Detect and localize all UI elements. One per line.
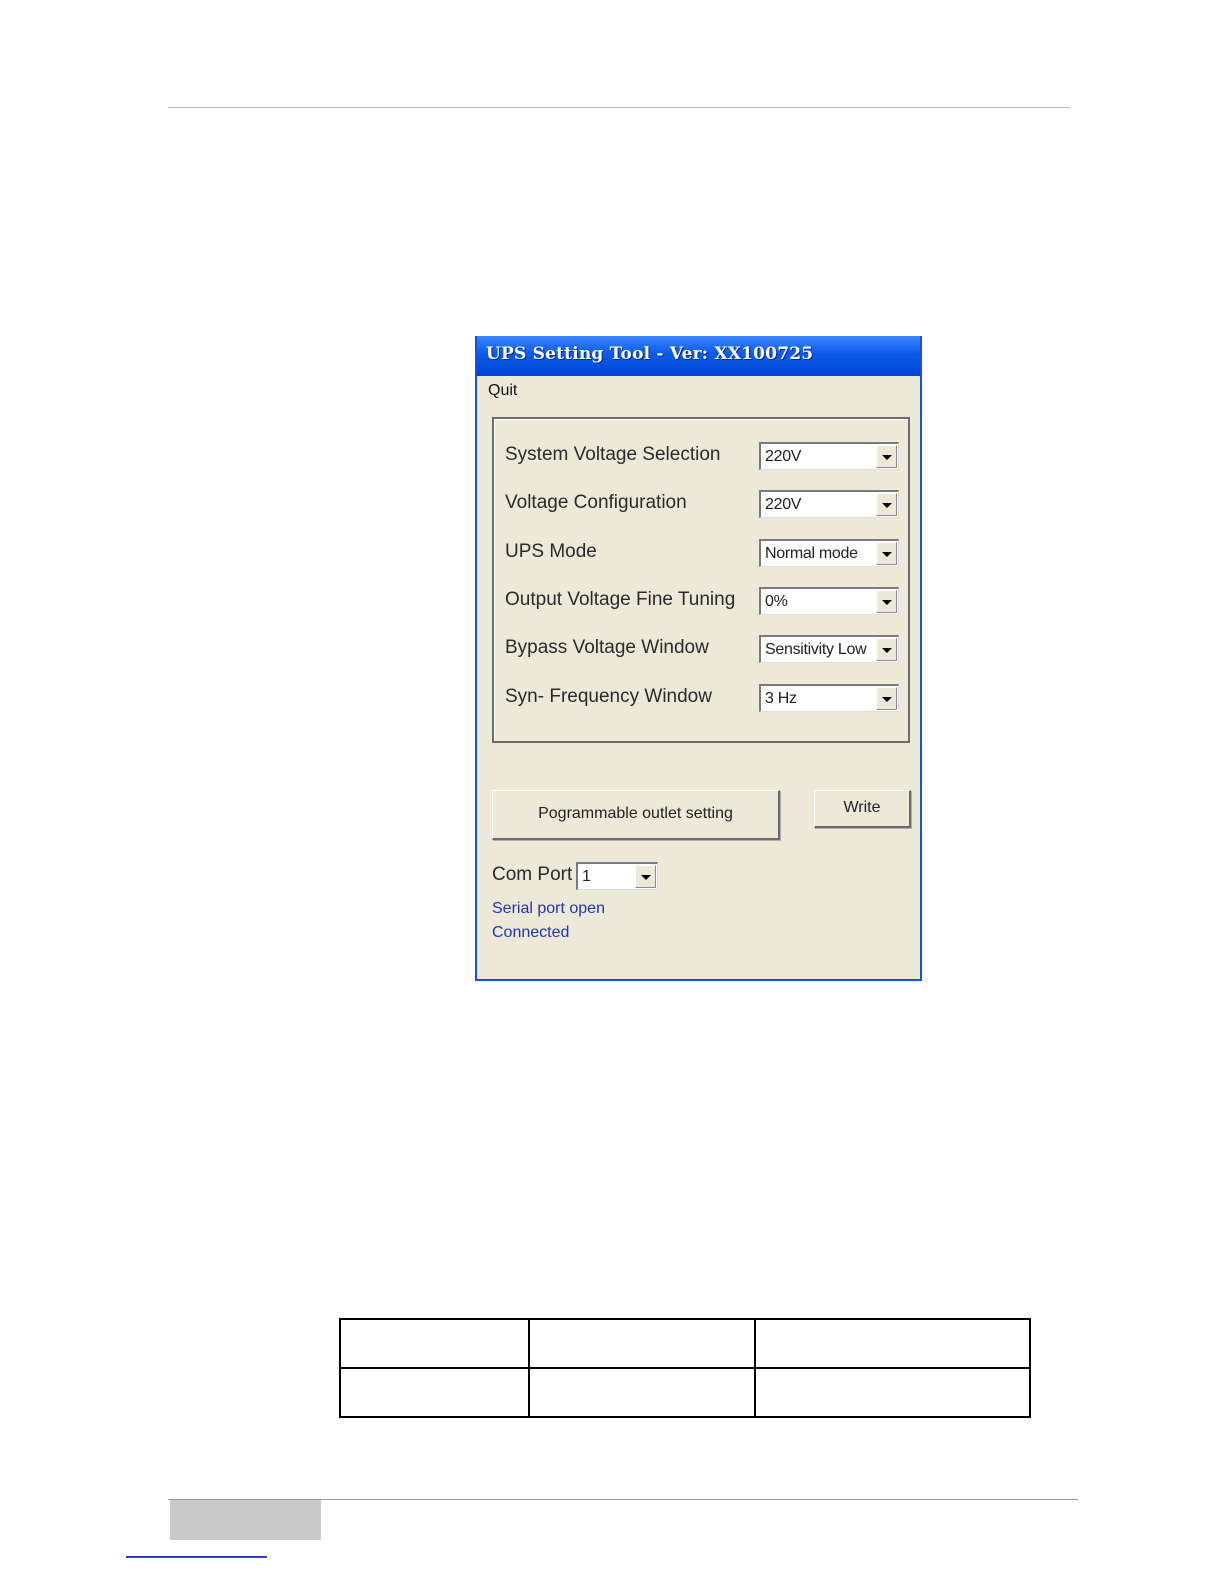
table-row (340, 1368, 1030, 1417)
setting-row-voltage-configuration (505, 490, 903, 520)
ups-setting-tool-window (475, 336, 922, 981)
setting-label: Syn- Frequency Window (505, 686, 712, 707)
table-cell (340, 1319, 529, 1368)
chevron-down-icon[interactable] (876, 687, 897, 710)
menu-bar (477, 376, 920, 406)
chevron-down-icon[interactable] (876, 638, 897, 661)
table-cell (529, 1319, 755, 1368)
setting-label: Voltage Configuration (505, 492, 687, 513)
select-value: 0% (765, 593, 788, 610)
select-value: 3 Hz (765, 690, 797, 707)
setting-label: UPS Mode (505, 541, 597, 562)
menu-item-quit[interactable]: Quit (488, 382, 518, 399)
voltage-configuration-select[interactable] (759, 490, 899, 518)
footer-page-tab (170, 1500, 321, 1540)
serial-port-status: Serial port open (492, 900, 605, 917)
write-button[interactable]: Write (814, 790, 911, 828)
connection-status: Connected (492, 924, 570, 941)
chevron-down-icon[interactable] (876, 445, 897, 468)
chevron-down-icon[interactable] (876, 542, 897, 565)
window-title[interactable]: UPS Setting Tool - Ver: XX100725 (477, 336, 920, 376)
com-port-select[interactable] (576, 862, 658, 890)
table-cell (755, 1368, 1030, 1417)
setting-row-output-voltage-fine-tuning (505, 587, 903, 617)
setting-row-ups-mode (505, 539, 903, 569)
table-cell (755, 1319, 1030, 1368)
select-value: 220V (765, 448, 802, 465)
chevron-down-icon[interactable] (635, 865, 656, 888)
system-voltage-select[interactable] (759, 442, 899, 470)
table-cell (340, 1368, 529, 1417)
table-cell (529, 1368, 755, 1417)
com-port-label: Com Port (492, 864, 573, 885)
header-rule (168, 107, 1070, 108)
table-row (340, 1319, 1030, 1368)
setting-row-system-voltage (505, 442, 903, 472)
select-value: Normal mode (765, 545, 858, 562)
bypass-voltage-window-select[interactable] (759, 635, 899, 663)
chevron-down-icon[interactable] (876, 590, 897, 613)
setting-row-syn-frequency-window (505, 684, 903, 714)
settings-group (492, 417, 910, 743)
select-value: Sensitivity Low (765, 641, 867, 658)
setting-label: Output Voltage Fine Tuning (505, 589, 736, 610)
select-value: 1 (582, 868, 591, 885)
ups-mode-select[interactable] (759, 539, 899, 567)
setting-label: Bypass Voltage Window (505, 637, 709, 658)
footer-link-underline (126, 1556, 267, 1558)
chevron-down-icon[interactable] (876, 493, 897, 516)
syn-frequency-window-select[interactable] (759, 684, 899, 712)
blank-table (339, 1318, 1031, 1418)
setting-label: System Voltage Selection (505, 444, 721, 465)
programmable-outlet-setting-button[interactable]: Pogrammable outlet setting (492, 790, 780, 840)
select-value: 220V (765, 496, 802, 513)
setting-row-bypass-voltage-window (505, 635, 903, 665)
output-voltage-fine-tuning-select[interactable] (759, 587, 899, 615)
